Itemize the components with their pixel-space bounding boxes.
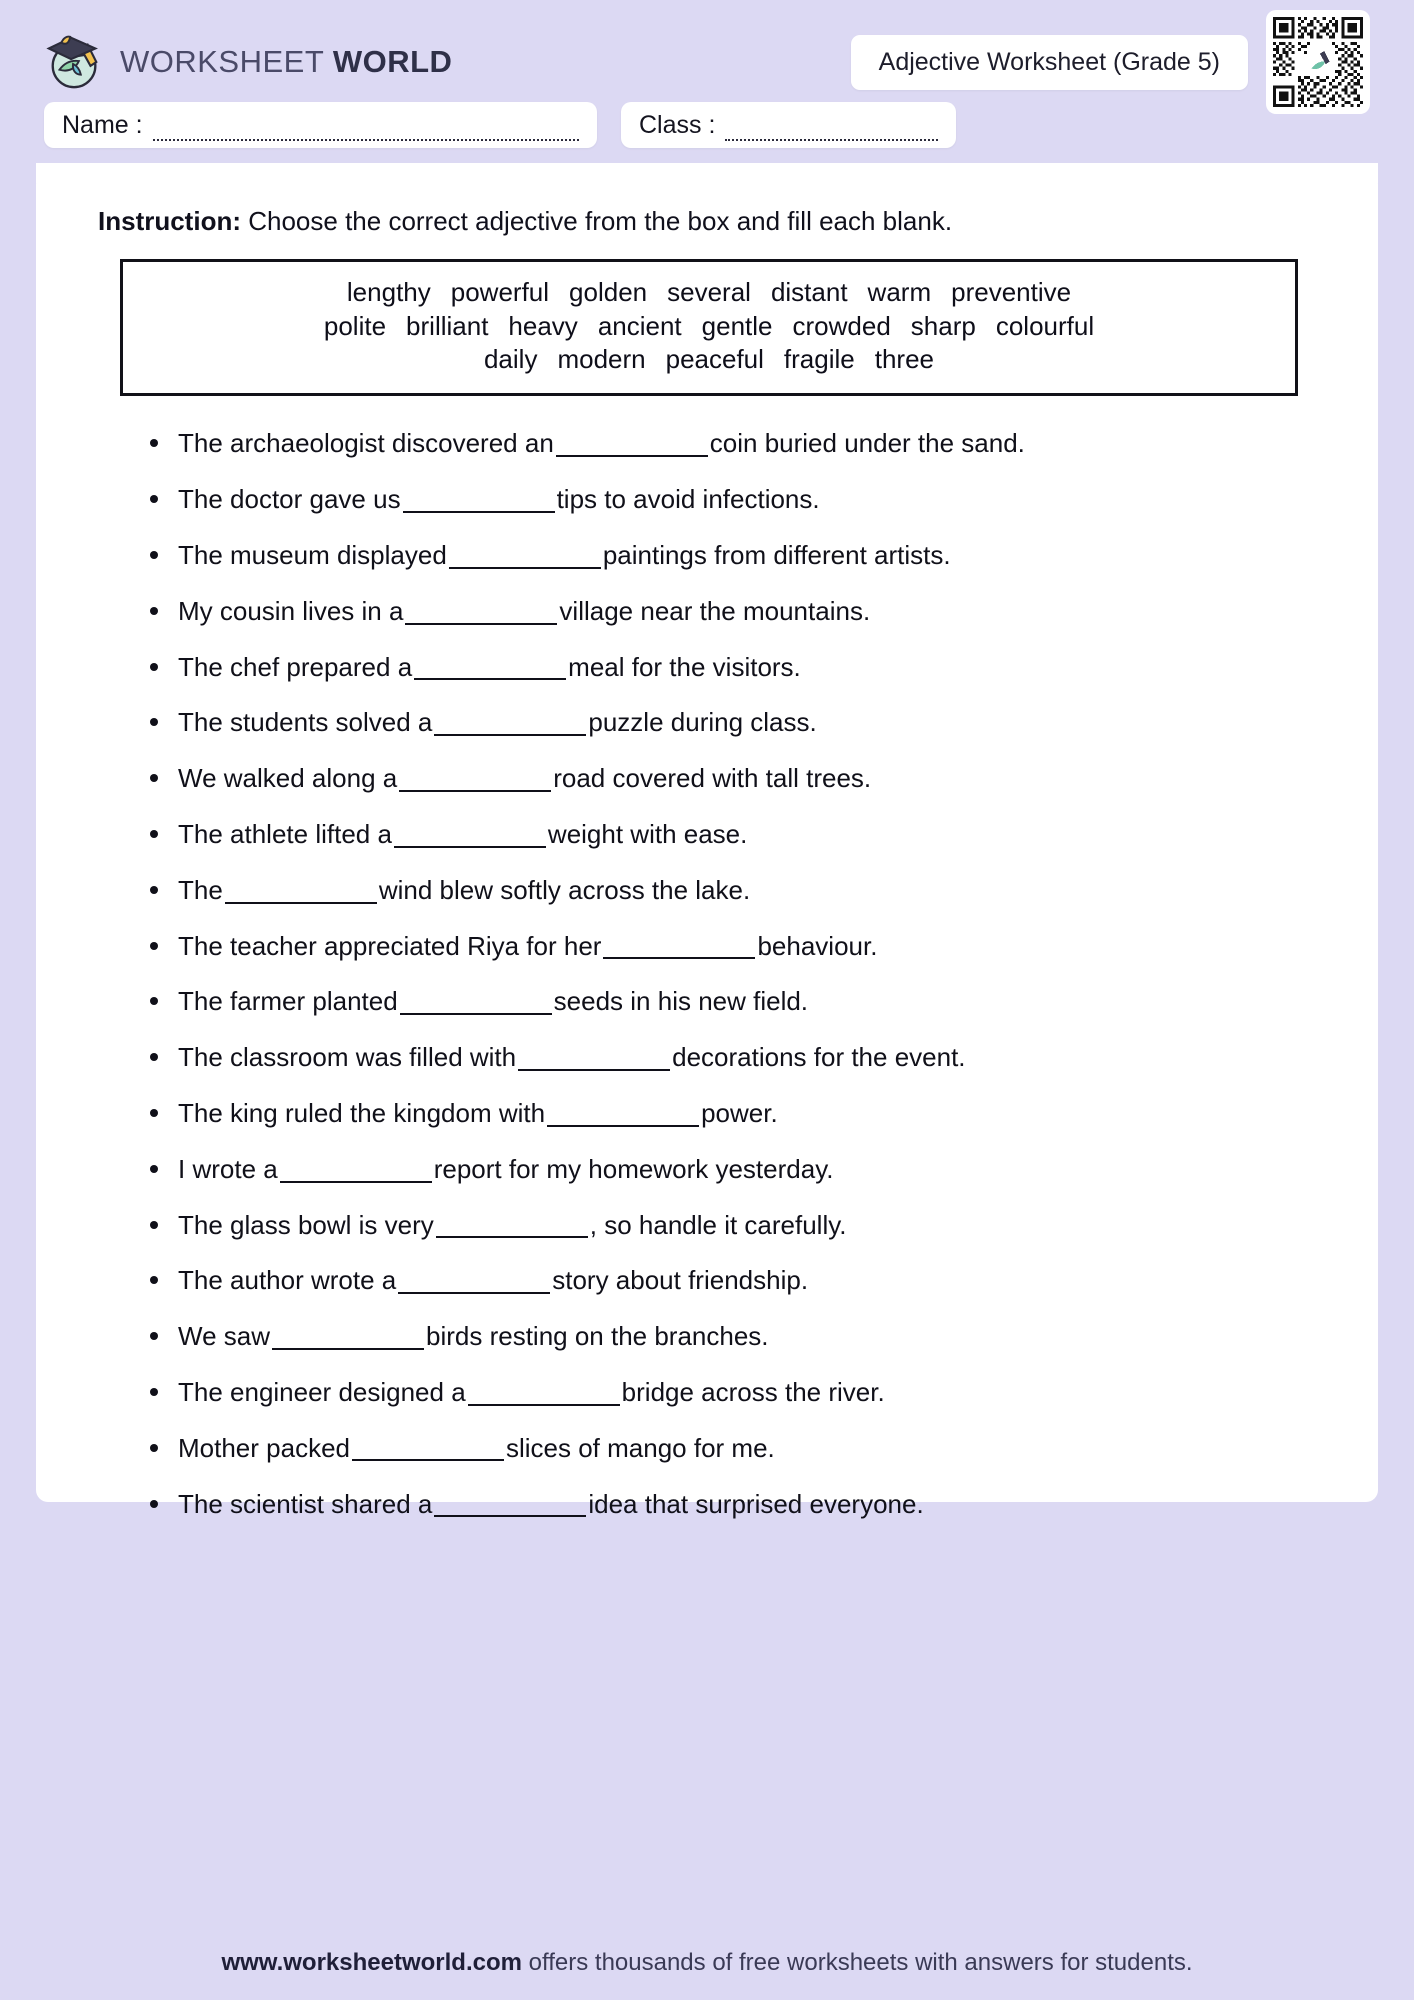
question-item (144, 918, 1338, 974)
brand-row (44, 0, 1370, 92)
question-text-after: road covered with tall trees. (553, 763, 872, 794)
instruction-text: Choose the correct adjective from the box and fill each blank. (248, 206, 953, 236)
question-text-before: The teacher appreciated Riya for her (178, 930, 602, 961)
question-item (144, 750, 1338, 806)
word-bank-word: powerful (450, 277, 550, 307)
class-label: Class : (639, 110, 716, 139)
question-item (144, 695, 1338, 751)
question-item (144, 1420, 1338, 1476)
question-text-before: We saw (178, 1321, 270, 1352)
question-text-before: The classroom was filled with (178, 1042, 517, 1073)
question-item (144, 1364, 1338, 1420)
question-item (144, 974, 1338, 1030)
worksheet-sheet (36, 172, 1378, 1519)
word-bank-word: three (874, 344, 935, 375)
word-bank-word: several (667, 277, 751, 307)
question-text-before: The king ruled the kingdom with (178, 1098, 546, 1129)
name-input-line[interactable] (153, 119, 579, 141)
word-bank-word: golden (569, 277, 648, 307)
question-text-before: The farmer planted (178, 986, 398, 1017)
answer-blank[interactable] (414, 653, 566, 680)
question-text-after: story about friendship. (552, 1265, 809, 1296)
question-text-before: The glass bowl is very (178, 1209, 434, 1240)
word-bank-word: polite (323, 310, 387, 341)
page-header (0, 0, 1414, 165)
question-text-before: The athlete lifted a (178, 819, 392, 850)
question-text-before: I wrote a (178, 1153, 278, 1184)
question-text-before: The students solved a (178, 707, 433, 738)
question-text-after: wind blew softly across the lake. (378, 874, 751, 905)
brand-name (120, 44, 452, 80)
word-bank-word: distant (770, 277, 848, 307)
answer-blank[interactable] (403, 486, 555, 513)
answer-blank[interactable] (272, 1323, 424, 1350)
question-item (144, 527, 1338, 583)
question-text-before: My cousin lives in a (178, 595, 404, 626)
class-field[interactable] (621, 102, 956, 148)
question-item (144, 471, 1338, 527)
question-item (144, 1085, 1338, 1141)
word-bank-word: peaceful (665, 344, 764, 375)
class-input-line[interactable] (725, 119, 938, 141)
question-text-after: , so handle it carefully. (589, 1209, 847, 1240)
question-text-after: power. (701, 1098, 778, 1129)
word-bank-word: brilliant (406, 310, 489, 341)
answer-blank[interactable] (434, 1490, 586, 1517)
answer-blank[interactable] (556, 430, 708, 457)
student-fields-row (44, 102, 1370, 148)
question-text-before: The chef prepared a (178, 651, 413, 682)
word-bank-word: sharp (910, 310, 976, 341)
question-text-after: idea that surprised everyone. (588, 1488, 924, 1519)
answer-blank[interactable] (518, 1044, 670, 1071)
question-text-after: birds resting on the branches. (426, 1321, 769, 1352)
question-text-before: The museum displayed (178, 540, 447, 571)
question-item (144, 806, 1338, 862)
word-bank-word: colourful (995, 310, 1095, 341)
footer-site-link[interactable]: www.worksheetworld.com (221, 1949, 522, 1976)
answer-blank[interactable] (352, 1434, 504, 1461)
question-text-before: The doctor gave us (178, 484, 401, 515)
question-text-before: The engineer designed a (178, 1377, 466, 1408)
page-footer (0, 1926, 1414, 2000)
graduation-cap-pencil-logo-icon (44, 31, 106, 93)
question-item (144, 862, 1338, 918)
question-item (144, 416, 1338, 472)
answer-blank[interactable] (400, 988, 552, 1015)
answer-blank[interactable] (468, 1378, 620, 1405)
answer-blank[interactable] (225, 876, 377, 903)
word-bank-row (143, 343, 1275, 377)
footer-text (221, 1949, 1192, 1977)
question-text-after: seeds in his new field. (553, 986, 809, 1017)
answer-blank[interactable] (603, 932, 755, 959)
question-text-before: We walked along a (178, 763, 398, 794)
question-text-before: The author wrote a (178, 1265, 397, 1296)
question-item (144, 1476, 1338, 1532)
question-text-after: report for my homework yesterday. (433, 1153, 834, 1184)
question-text-before: The scientist shared a (178, 1488, 433, 1519)
answer-blank[interactable] (436, 1211, 588, 1238)
brand-name-second: WORLD (332, 44, 453, 79)
question-item (144, 1141, 1338, 1197)
word-bank-word: heavy (508, 310, 578, 341)
question-text-before: The archaeologist discovered an (178, 428, 554, 459)
word-bank-word: crowded (792, 310, 891, 341)
name-label: Name : (62, 110, 143, 139)
answer-blank[interactable] (398, 1267, 550, 1294)
footer-tagline: offers thousands of free worksheets with answers for students. (528, 1949, 1193, 1976)
answer-blank[interactable] (399, 765, 551, 792)
word-bank-word: daily (483, 344, 538, 375)
word-bank-box (120, 259, 1298, 396)
question-text-after: tips to avoid infections. (556, 484, 820, 515)
torn-paper-edge (36, 163, 1378, 183)
word-bank-word: lengthy (346, 277, 431, 307)
answer-blank[interactable] (434, 709, 586, 736)
answer-blank[interactable] (405, 597, 557, 624)
question-text-after: weight with ease. (547, 819, 748, 850)
answer-blank[interactable] (394, 820, 546, 847)
word-bank-word: modern (557, 344, 646, 375)
question-text-after: behaviour. (757, 930, 878, 961)
question-item (144, 639, 1338, 695)
question-item (144, 1253, 1338, 1309)
qr-code-icon[interactable] (1266, 10, 1370, 114)
word-bank-row (143, 276, 1275, 310)
answer-blank[interactable] (547, 1099, 699, 1126)
question-text-after: meal for the visitors. (568, 651, 801, 682)
word-bank-word: fragile (783, 344, 855, 375)
question-text-after: decorations for the event. (672, 1042, 966, 1073)
question-text-before: Mother packed (178, 1432, 350, 1463)
name-field[interactable] (44, 102, 597, 148)
question-text-before: The (178, 874, 223, 905)
logo-block (44, 31, 452, 93)
instruction-prefix: Instruction: (98, 206, 241, 236)
question-item (144, 1029, 1338, 1085)
answer-blank[interactable] (280, 1155, 432, 1182)
question-text-after: village near the mountains. (559, 595, 871, 626)
word-bank-row (143, 310, 1275, 344)
word-bank-word: ancient (597, 310, 682, 341)
question-item (144, 1197, 1338, 1253)
question-text-after: coin buried under the sand. (709, 428, 1025, 459)
brand-name-first: WORKSHEET (120, 44, 324, 79)
word-bank-word: warm (867, 277, 932, 307)
word-bank-word: gentle (701, 310, 773, 341)
question-list (76, 416, 1338, 1532)
worksheet-title: Adjective Worksheet (Grade 5) (851, 35, 1248, 90)
question-text-after: slices of mango for me. (505, 1432, 775, 1463)
question-text-after: paintings from different artists. (602, 540, 951, 571)
question-text-after: bridge across the river. (621, 1377, 885, 1408)
question-item (144, 1308, 1338, 1364)
question-item (144, 583, 1338, 639)
answer-blank[interactable] (449, 541, 601, 568)
question-text-after: puzzle during class. (588, 707, 817, 738)
word-bank-word: preventive (951, 277, 1072, 307)
instruction-line (98, 206, 1338, 237)
